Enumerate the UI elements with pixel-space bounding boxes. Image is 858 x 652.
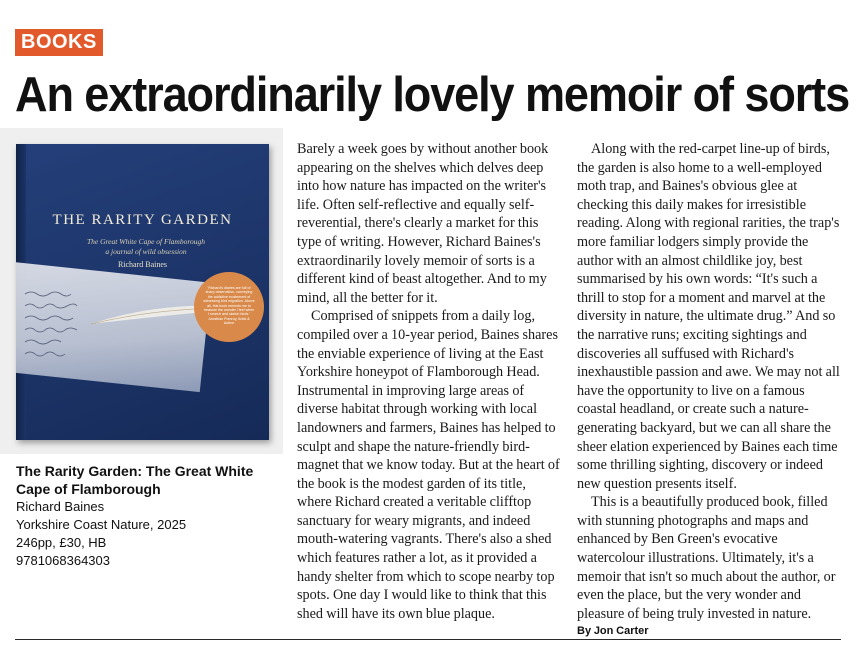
headline: An extraordinarily lovely memoir of sorts bbox=[15, 68, 850, 122]
article-paragraph: Comprised of snippets from a daily log, compiled over a 10-year period, Baines shares the enviable experience of living at the East Yorkshire honeypot of Flamborough Head. Instrumental in improving large areas of diverse habitat through working with local landowners and farmers, Baines has helped to sculpt and shape the nature-friendly bird-magnet that we know today. But at the heart of the book is the modest garden of its title, where Richard created a veritable clifftop sanctuary for weary migrants, and indeed mouth-watering vagrants. There's also a shed which features rather a lot, as it provided a handy shelter from which to scope nearby top spots. One day I would like to think that this shed will have its own blue plaque. bbox=[297, 308, 560, 622]
book-cover-image bbox=[16, 144, 269, 440]
book-info-author: Richard Baines bbox=[16, 499, 105, 514]
book-info-details: 246pp, £30, HB bbox=[16, 535, 107, 550]
cover-subtitle bbox=[46, 237, 246, 257]
cover-title: THE RARITY GARDEN bbox=[52, 212, 233, 228]
cover-subtitle-line1: The Great White Cape of Flamborough bbox=[87, 237, 205, 246]
book-info-isbn: 9781068364303 bbox=[16, 553, 110, 568]
article-paragraph: Along with the red-carpet line-up of birds, the garden is also home to a well-employed moth trap, and Baines's obvious glee at checking this daily makes for irresistible reading. Along with regional rarities, the trap's more familiar lodgers simply provide the author with an almost childlike joy, best summarised by his own words: “It's such a thrill to stop for a moment and marvel at the diversity in nature, the ultimate drug.” And so the narrative runs; exciting sightings and discoveries all suffused with Richard's inexhaustible passion and awe. We may not all have the opportunity to live on a famous coastal headland, or create such a nature-generating backyard, but we can all share the sheer elation experienced by Baines each time some thrilling sighting, discovery or indeed new question presents itself. bbox=[577, 141, 840, 492]
cover-author: Richard Baines bbox=[117, 260, 168, 269]
bottom-rule bbox=[15, 639, 841, 640]
book-info-publisher: Yorkshire Coast Nature, 2025 bbox=[16, 517, 187, 532]
byline: By Jon Carter bbox=[577, 625, 649, 638]
book-cover-panel bbox=[0, 128, 283, 454]
cover-subtitle-line2: a journal of wild obsession bbox=[105, 247, 187, 256]
article-column-1 bbox=[297, 140, 562, 623]
book-info-title: The Rarity Garden: The Great White Cape of Flamborough bbox=[16, 463, 254, 497]
article-paragraph: Barely a week goes by without another book appearing on the shelves which delves deep into how nature has impacted on the writer's life. Often self-reflective and equally self-reverential, there's clearly a market for this type of writing. However, Richard Baines's extraordinarily lovely memoir of sorts is a different kind of beast altogether. And to my mind, all the better for it. bbox=[297, 141, 549, 306]
cover-quote-badge: 'Richard's diaries are full of sharp observation, conveying the addictive excitement of witnessing bird migration. Above all, this book reminds me to treasure the wonder I feel when I search and sketch birds.' Jonathan Pomroy, Artist & Author bbox=[194, 272, 264, 342]
article-column-2 bbox=[577, 140, 842, 638]
book-info bbox=[16, 462, 266, 570]
section-tag: BOOKS bbox=[15, 29, 103, 56]
article-paragraph: This is a beautifully produced book, filled with stunning photographs and maps and enhanced by Ben Green's evocative watercolour illustrations. Ultimately, it's a memoir that isn't so much about the author, or even the place, but the very wonder and pleasure of being truly invested in nature. bbox=[577, 494, 836, 622]
